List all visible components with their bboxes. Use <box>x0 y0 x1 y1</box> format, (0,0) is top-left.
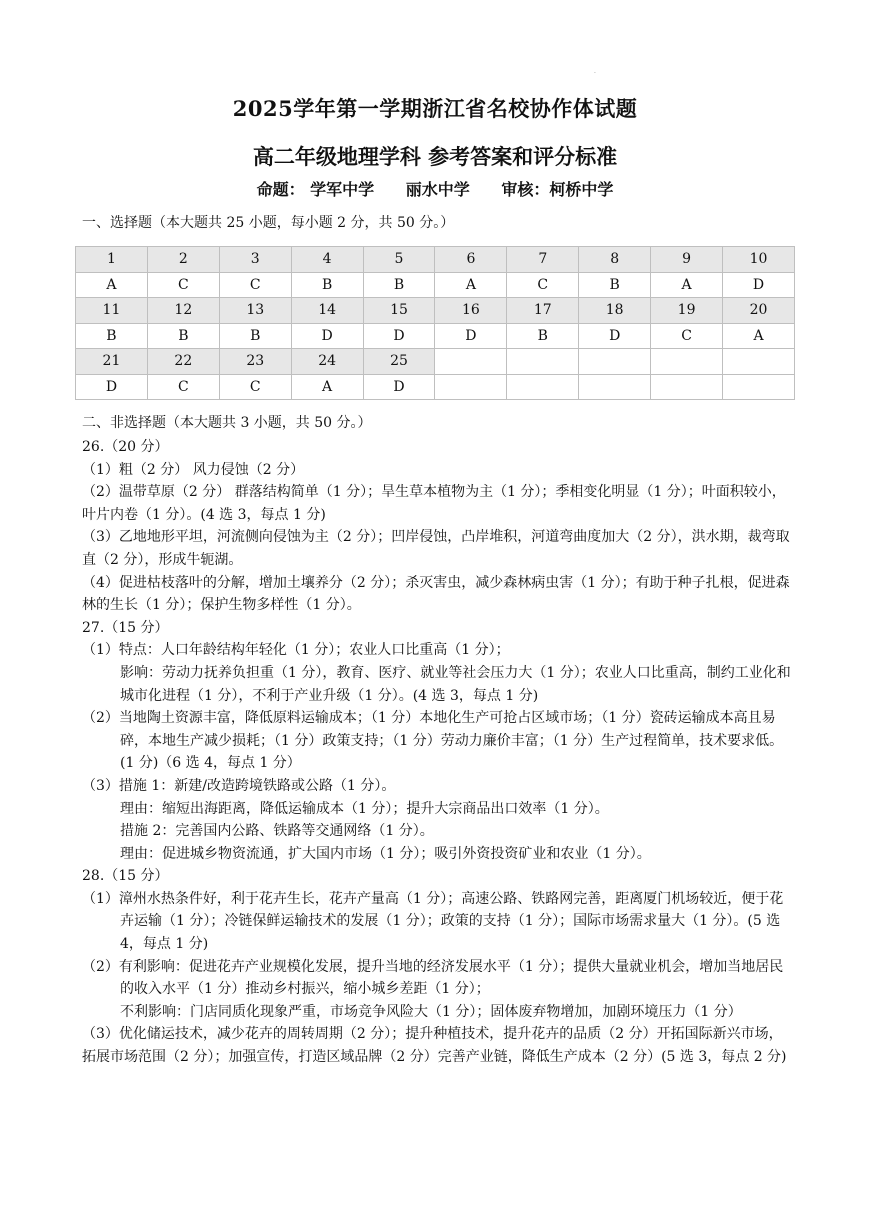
answer-line: （3）措施 1：新建/改造跨境铁路或公路（1 分）。 <box>82 777 396 794</box>
question-number-cell: 25 <box>363 349 435 375</box>
authors-line <box>0 177 870 200</box>
answer-cell: C <box>507 272 579 298</box>
answer-line: 理由：促进城乡物资流通，扩大国内市场（1 分）；吸引外资投资矿业和农业（1 分）。 <box>120 845 651 862</box>
answer-cell: D <box>435 323 507 349</box>
question-number-cell: 15 <box>363 298 435 324</box>
question-number-cell: 11 <box>76 298 148 324</box>
answer-cell: C <box>219 272 291 298</box>
answer-cell: B <box>507 323 579 349</box>
answer-cell <box>507 374 579 400</box>
answer-line: （1）漳州水热条件好，利于花卉生长，花卉产量高（1 分）；高速公路、铁路网完善，距离厦门机场较近，便于花卉运输（1 分）；冷链保鲜运输技术的发展（1 分）；政策的支持（1 分）；国际市场需求量大（1 分）。(5 选 4，每点 1 分) <box>82 890 784 953</box>
answer-line: 理由：缩短出海距离，降低运输成本（1 分）；提升大宗商品出口效率（1 分）。 <box>120 800 609 817</box>
answer-line: 27.（15 分） <box>82 619 169 636</box>
question-number-cell: 16 <box>435 298 507 324</box>
question-number-cell: 5 <box>363 247 435 273</box>
answer-cell: D <box>579 323 651 349</box>
answer-cell: A <box>435 272 507 298</box>
question-number-row <box>76 298 795 324</box>
answer-row <box>76 323 795 349</box>
answer-cell <box>723 374 795 400</box>
question-number-cell: 9 <box>651 247 723 273</box>
page-subtitle: 高二年级地理学科 参考答案和评分标准 <box>252 144 618 169</box>
answer-cell: D <box>363 323 435 349</box>
reviewer: 审核：柯桥中学 <box>501 180 614 199</box>
answer-line: 28.（15 分） <box>82 868 169 885</box>
answer-line: （3）乙地地形平坦，河流侧向侵蚀为主（2 分）；凹岸侵蚀，凸岸堆积，河道弯曲度加大（2 分），洪水期，裁弯取直（2 分），形成牛轭湖。 <box>82 529 790 568</box>
answer-line: （2）温带草原（2 分） 群落结构简单（1 分）；旱生草本植物为主（1 分）；季相变化明显（1 分）；叶面积较小，叶片内卷（1 分）。(4 选 3，每点 1 分) <box>82 484 786 523</box>
answer-row <box>76 374 795 400</box>
scan-mark: · <box>594 70 596 77</box>
section1-heading: 一、选择题（本大题共 25 小题，每小题 2 分，共 50 分。） <box>82 215 455 231</box>
question-number-cell: 3 <box>219 247 291 273</box>
question-number-row <box>76 247 795 273</box>
answer-cell: D <box>723 272 795 298</box>
answer-line: （4）促进枯枝落叶的分解，增加土壤养分（2 分）；杀灭害虫，减少森林病虫害（1 分）；有助于种子扎根，促进森林的生长（1 分）；保护生物多样性（1 分）。 <box>82 574 790 614</box>
question-number-cell: 13 <box>219 298 291 324</box>
question-number-cell <box>651 349 723 375</box>
question-number-cell: 17 <box>507 298 579 324</box>
page-title: 2025学年第一学期浙江省名校协作体试题 <box>232 96 638 121</box>
answer-cell: A <box>291 374 363 400</box>
answer-cell: C <box>147 374 219 400</box>
question-number-cell <box>579 349 651 375</box>
author-1: 命题： 学军中学 <box>256 180 375 199</box>
answer-row <box>76 272 795 298</box>
answer-cell: B <box>219 323 291 349</box>
question-number-cell: 10 <box>723 247 795 273</box>
question-number-cell: 7 <box>507 247 579 273</box>
question-number-cell: 8 <box>579 247 651 273</box>
question-number-cell: 14 <box>291 298 363 324</box>
answer-cell: A <box>76 272 148 298</box>
answer-line: （3）优化储运技术，减少花卉的周转周期（2 分）；提升种植技术，提升花卉的品质（2 分）开拓国际新兴市场，拓展市场范围（2 分）；加强宣传，打造区域品牌（2 分）完善产业链，降低生产成本（2 分）(5 选 3，每点 2 分) <box>82 1026 787 1066</box>
answer-line: （2）当地陶土资源丰富，降低原料运输成本；（1 分）本地化生产可抢占区域市场；（1 分）瓷砖运输成本高且易碎，本地生产减少损耗；（1 分）政策支持；（1 分）劳动力廉价丰富；（1 分）生产过程简单，技术要求低。(1 分)（6 选 4，每点 1 分） <box>82 710 784 772</box>
answer-cell: C <box>651 323 723 349</box>
question-number-cell: 22 <box>147 349 219 375</box>
answer-cell: B <box>147 323 219 349</box>
question-number-cell: 23 <box>219 349 291 375</box>
answer-line: 措施 2：完善国内公路、铁路等交通网络（1 分）。 <box>120 823 434 840</box>
answer-cell: D <box>76 374 148 400</box>
answer-line: （1）粗（2 分） 风力侵蚀（2 分） <box>82 461 305 478</box>
answer-cell: C <box>219 374 291 400</box>
question-number-cell: 1 <box>76 247 148 273</box>
question-number-cell: 24 <box>291 349 363 375</box>
answer-line: 不利影响：门店同质化现象严重，市场竞争风险大（1 分）；固体废弃物增加，加剧环境压力（1 分） <box>120 1003 742 1020</box>
answer-line: 影响：劳动力抚养负担重（1 分），教育、医疗、就业等社会压力大（1 分）；农业人口比重高，制约工业化和城市化进程（1 分），不利于产业升级（1 分）。(4 选 3，每点 1 分) <box>120 664 791 704</box>
question-number-cell: 2 <box>147 247 219 273</box>
question-number-cell: 4 <box>291 247 363 273</box>
answer-cell <box>579 374 651 400</box>
answer-content <box>82 436 794 1069</box>
author-2: 丽水中学 <box>405 180 470 199</box>
question-number-cell <box>435 349 507 375</box>
answer-cell: B <box>579 272 651 298</box>
answer-cell: B <box>76 323 148 349</box>
question-number-cell <box>723 349 795 375</box>
answer-cell: D <box>363 374 435 400</box>
answer-line: （1）特点：人口年龄结构年轻化（1 分）；农业人口比重高（1 分）； <box>82 642 510 659</box>
question-number-cell: 12 <box>147 298 219 324</box>
question-number-cell: 20 <box>723 298 795 324</box>
answer-line: 26.（20 分） <box>82 439 169 455</box>
question-number-cell: 6 <box>435 247 507 273</box>
answer-table <box>75 246 795 400</box>
question-number-cell: 21 <box>76 349 148 375</box>
question-number-cell: 18 <box>579 298 651 324</box>
answer-cell: B <box>363 272 435 298</box>
answer-cell: A <box>651 272 723 298</box>
answer-cell: B <box>291 272 363 298</box>
question-number-cell <box>507 349 579 375</box>
answer-cell: A <box>723 323 795 349</box>
answer-cell <box>651 374 723 400</box>
answer-cell <box>435 374 507 400</box>
answer-line: （2）有利影响：促进花卉产业规模化发展，提升当地的经济发展水平（1 分）；提供大量就业机会，增加当地居民的收入水平（1 分）推动乡村振兴，缩小城乡差距（1 分）； <box>82 958 784 998</box>
section2-heading: 二、非选择题（本大题共 3 小题，共 50 分。） <box>82 415 372 431</box>
question-number-cell: 19 <box>651 298 723 324</box>
answer-cell: D <box>291 323 363 349</box>
answer-cell: C <box>147 272 219 298</box>
question-number-row <box>76 349 795 375</box>
